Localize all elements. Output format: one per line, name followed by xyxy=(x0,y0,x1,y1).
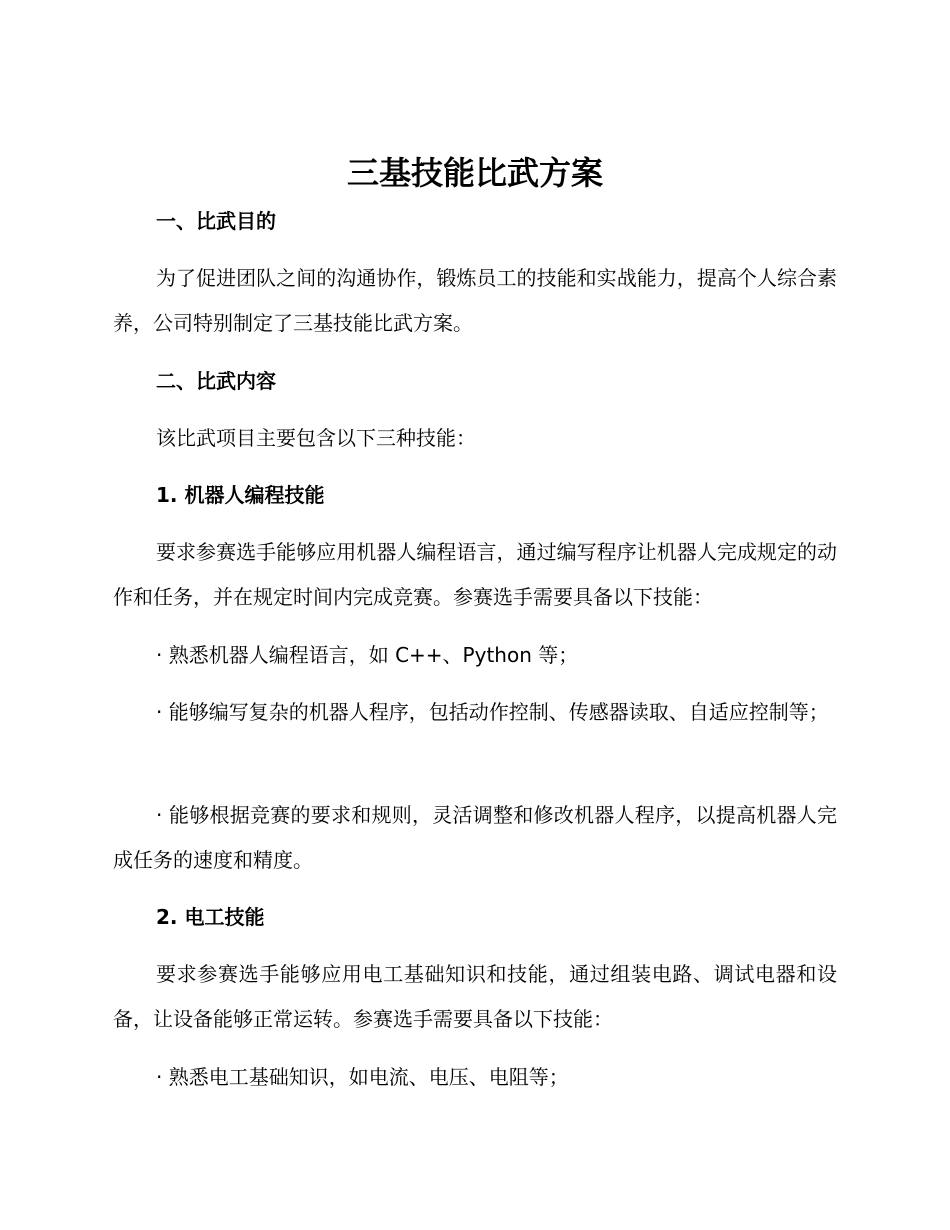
bullet-electrician-basics: · 熟悉电工基础知识，如电流、电压、电阻等； xyxy=(156,1065,569,1089)
paragraph-robot-requirements: 要求参赛选手能够应用机器人编程语言，通过编写程序让机器人完成规定的动作和任务，并在规定时间内完成竞赛。参赛选手需要具备以下技能： xyxy=(113,540,837,609)
paragraph-content-intro: 该比武项目主要包含以下三种技能： xyxy=(156,426,476,450)
subsection-heading-robot-programming: 1. 机器人编程技能 xyxy=(156,483,325,507)
section-heading-purpose: 一、比武目的 xyxy=(156,209,276,233)
bullet-robot-languages: · 熟悉机器人编程语言，如 C++、Python 等； xyxy=(156,643,579,667)
bullet-robot-programs: · 能够编写复杂的机器人程序，包括动作控制、传感器读取、自适应控制等； xyxy=(156,700,829,724)
bullet-robot-adjust: · 能够根据竞赛的要求和规则，灵活调整和修改机器人程序，以提高机器人完成任务的速度和精度。 xyxy=(113,803,837,872)
paragraph-electrician-requirements: 要求参赛选手能够应用电工基础知识和技能，通过组装电路、调试电器和设备，让设备能够正常运转。参赛选手需要具备以下技能： xyxy=(113,962,837,1031)
document-title: 三基技能比武方案 xyxy=(346,154,603,192)
subsection-heading-electrician: 2. 电工技能 xyxy=(156,905,265,929)
paragraph-purpose: 为了促进团队之间的沟通协作，锻炼员工的技能和实战能力，提高个人综合素养，公司特别制定了三基技能比武方案。 xyxy=(113,266,837,335)
section-heading-content: 二、比武内容 xyxy=(156,369,276,393)
